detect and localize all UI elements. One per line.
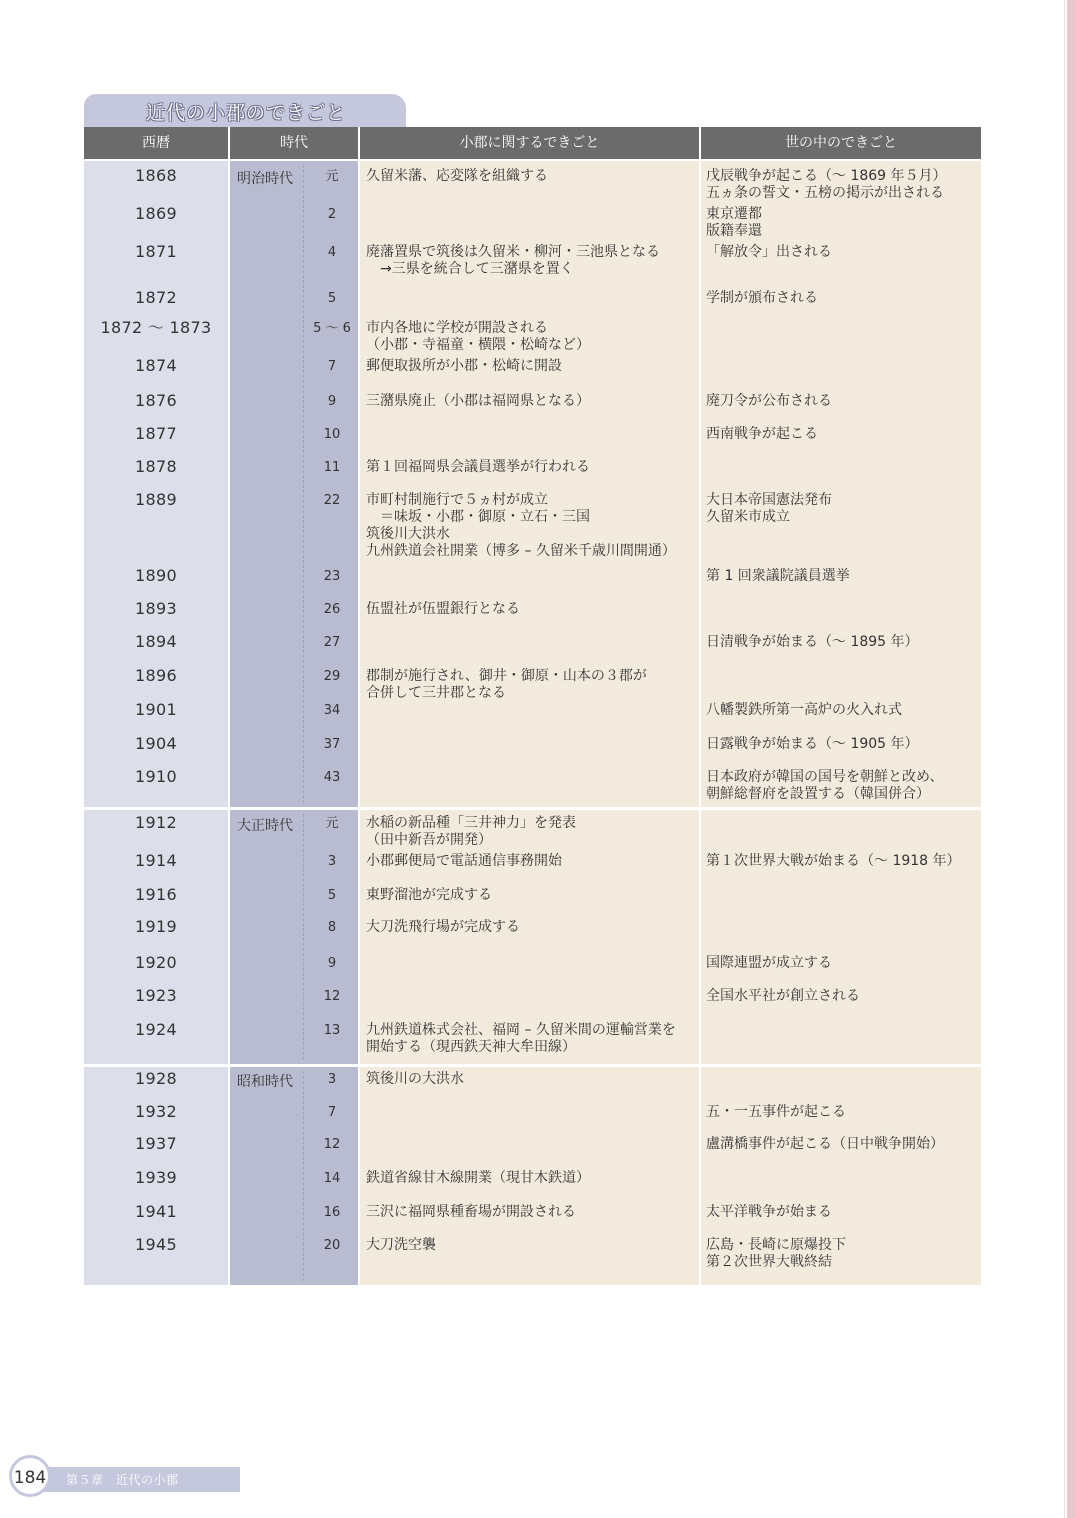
world-event-cell: 全国水平社が創立される <box>706 988 860 1004</box>
year-cell: 1937 <box>135 1134 177 1153</box>
era-year-cell: 8 <box>327 920 337 935</box>
year-cell: 1868 <box>135 166 177 185</box>
year-cell: 1928 <box>135 1069 177 1088</box>
table-header <box>84 127 981 159</box>
local-event-cell: 大刀洗飛行場が完成する <box>366 919 520 935</box>
year-cell: 1939 <box>135 1168 177 1187</box>
world-event-cell: 日本政府が韓国の国号を朝鮮と改め、 朝鮮総督府を設置する（韓国併合） <box>706 769 944 802</box>
col-world-background <box>701 810 981 1064</box>
era-year-cell: 22 <box>323 493 341 508</box>
page-edge-line <box>1064 0 1065 1518</box>
header-local-events: 小郡に関するできごと <box>360 127 699 159</box>
year-cell: 1919 <box>135 917 177 936</box>
era-year-cell: 34 <box>323 703 341 718</box>
era-year-cell: 2 <box>327 207 337 222</box>
era-block <box>84 161 981 807</box>
era-name: 明治時代 <box>237 171 293 187</box>
world-event-cell: 国際連盟が成立する <box>706 955 832 971</box>
year-cell: 1872 ～ 1873 <box>100 318 212 337</box>
era-year-cell: 元 <box>325 169 339 184</box>
era-block <box>84 810 981 1064</box>
era-year-cell: 12 <box>323 989 341 1004</box>
year-cell: 1878 <box>135 457 177 476</box>
world-event-cell: 日露戦争が始まる（～ 1905 年） <box>706 736 919 752</box>
era-divider <box>303 1071 304 1281</box>
world-event-cell: 盧溝橋事件が起こる（日中戦争開始） <box>706 1136 944 1152</box>
era-year-cell: 10 <box>323 427 341 442</box>
era-block <box>84 1067 981 1285</box>
local-event-cell: 九州鉄道株式会社、福岡 – 久留米間の運輸営業を 開始する（現西鉄天神大牟田線） <box>366 1022 676 1055</box>
era-year-cell: 4 <box>327 245 337 260</box>
year-cell: 1932 <box>135 1102 177 1121</box>
year-cell: 1901 <box>135 700 177 719</box>
world-event-cell: 日清戦争が始まる（～ 1895 年） <box>706 634 919 650</box>
year-cell: 1914 <box>135 851 177 870</box>
era-year-cell: 9 <box>327 394 337 409</box>
era-year-cell: 7 <box>327 359 337 374</box>
world-event-cell: 学制が頒布される <box>706 290 818 306</box>
footer-chapter: 第５章 近代の小郡 <box>66 1473 179 1487</box>
era-year-cell: 29 <box>323 669 341 684</box>
local-event-cell: 三沢に福岡県種畜場が開設される <box>366 1204 576 1220</box>
era-year-cell: 5 <box>327 291 337 306</box>
world-event-cell: 「解放令」出される <box>706 244 832 260</box>
local-event-cell: 郡制が施行され、御井・御原・山本の３郡が 合併して三井郡となる <box>366 668 647 701</box>
year-cell: 1945 <box>135 1235 177 1254</box>
year-cell: 1920 <box>135 953 177 972</box>
year-cell: 1872 <box>135 288 177 307</box>
year-cell: 1912 <box>135 813 177 832</box>
year-cell: 1889 <box>135 490 177 509</box>
year-cell: 1876 <box>135 391 177 410</box>
world-event-cell: 八幡製鉄所第一高炉の火入れ式 <box>706 702 902 718</box>
year-cell: 1904 <box>135 734 177 753</box>
local-event-cell: 伍盟社が伍盟銀行となる <box>366 601 520 617</box>
local-event-cell: 三潴県廃止（小郡は福岡県となる） <box>366 393 590 409</box>
world-event-cell: 東京遷都 版籍奉還 <box>706 206 762 239</box>
world-event-cell: 太平洋戦争が始まる <box>706 1204 832 1220</box>
year-cell: 1941 <box>135 1202 177 1221</box>
local-event-cell: 郵便取扱所が小郡・松崎に開設 <box>366 358 562 374</box>
local-event-cell: 市内各地に学校が開設される （小郡・寺福童・横隈・松崎など） <box>366 320 590 353</box>
header-world-events: 世の中のできごと <box>701 127 981 159</box>
era-year-cell: 14 <box>323 1171 341 1186</box>
local-event-cell: 第１回福岡県会議員選挙が行われる <box>366 459 590 475</box>
era-year-cell: 5 <box>327 888 337 903</box>
year-cell: 1910 <box>135 767 177 786</box>
year-cell: 1871 <box>135 242 177 261</box>
era-year-cell: 23 <box>323 569 341 584</box>
year-cell: 1916 <box>135 885 177 904</box>
era-divider <box>303 814 304 1060</box>
year-cell: 1874 <box>135 356 177 375</box>
world-event-cell: 第 1 回衆議院議員選挙 <box>706 568 850 584</box>
year-cell: 1869 <box>135 204 177 223</box>
header-year: 西暦 <box>84 127 228 159</box>
local-event-cell: 鉄道省線甘木線開業（現甘木鉄道） <box>366 1170 590 1186</box>
world-event-cell: 五・一五事件が起こる <box>706 1104 846 1120</box>
year-cell: 1924 <box>135 1020 177 1039</box>
local-event-cell: 大刀洗空襲 <box>366 1237 436 1253</box>
year-cell: 1923 <box>135 986 177 1005</box>
year-cell: 1894 <box>135 632 177 651</box>
era-year-cell: 37 <box>323 737 341 752</box>
era-name: 昭和時代 <box>237 1074 293 1090</box>
era-year-cell: 13 <box>323 1023 341 1038</box>
era-year-cell: 20 <box>323 1238 341 1253</box>
world-event-cell: 大日本帝国憲法発布 久留米市成立 <box>706 492 832 525</box>
local-event-cell: 筑後川の大洪水 <box>366 1071 464 1087</box>
page-number: 184 <box>13 1468 47 1488</box>
era-year-cell: 3 <box>327 1072 337 1087</box>
era-year-cell: 43 <box>323 770 341 785</box>
era-year-cell: 元 <box>325 816 339 831</box>
world-event-cell: 戊辰戦争が起こる（～ 1869 年５月） 五ヵ条の誓文・五榜の掲示が出される <box>706 168 947 201</box>
year-cell: 1896 <box>135 666 177 685</box>
era-year-cell: 9 <box>327 956 337 971</box>
local-event-cell: 市町村制施行で５ヵ村が成立 ＝味坂・小郡・御原・立石・三国 筑後川大洪水 九州鉄道会社開業（博多 – 久留米千歳川間開通） <box>366 492 676 559</box>
local-event-cell: 久留米藩、応変隊を組織する <box>366 168 548 184</box>
era-year-cell: 12 <box>323 1137 341 1152</box>
local-event-cell: 小郡郵便局で電話通信事務開始 <box>366 853 562 869</box>
era-year-cell: 16 <box>323 1205 341 1220</box>
local-event-cell: 廃藩置県で筑後は久留米・柳河・三池県となる →三県を統合して三潴県を置く <box>366 244 660 277</box>
era-year-cell: 5 ～ 6 <box>313 321 351 336</box>
local-event-cell: 水稲の新品種「三井神力」を発表 （田中新吾が開発） <box>366 815 576 848</box>
world-event-cell: 西南戦争が起こる <box>706 426 818 442</box>
era-name: 大正時代 <box>237 818 293 834</box>
local-event-cell: 東野溜池が完成する <box>366 887 492 903</box>
era-year-cell: 27 <box>323 635 341 650</box>
world-event-cell: 廃刀令が公布される <box>706 393 832 409</box>
header-era: 時代 <box>230 127 358 159</box>
page-edge-strip <box>1067 0 1075 1518</box>
world-event-cell: 第１次世界大戦が始まる（～ 1918 年） <box>706 853 961 869</box>
era-year-cell: 3 <box>327 854 337 869</box>
era-year-cell: 11 <box>323 460 341 475</box>
era-divider <box>303 165 304 803</box>
year-cell: 1893 <box>135 599 177 618</box>
era-year-cell: 26 <box>323 602 341 617</box>
year-cell: 1877 <box>135 424 177 443</box>
era-year-cell: 7 <box>327 1105 337 1120</box>
world-event-cell: 広島・長崎に原爆投下 第２次世界大戦終結 <box>706 1237 846 1270</box>
table-title: 近代の小郡のできごと <box>146 102 347 124</box>
year-cell: 1890 <box>135 566 177 585</box>
